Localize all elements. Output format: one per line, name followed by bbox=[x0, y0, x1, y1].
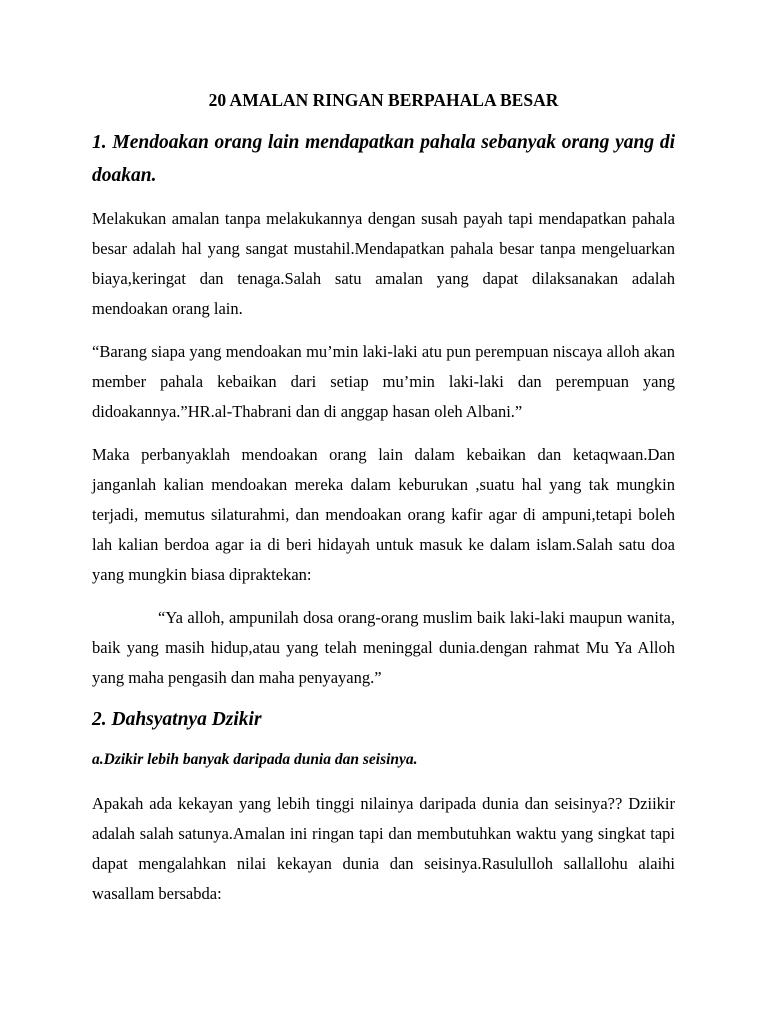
paragraph-hadith: “Barang siapa yang mendoakan mu’min laki-laki atu pun perempuan niscaya alloh akan member pahala kebaikan dari setiap mu’min laki-laki dan perempuan yang didoakannya.”HR.al-Thabrani dan di anggap hasan oleh Albani.” bbox=[92, 342, 675, 421]
section-heading-1: 1. Mendoakan orang lain mendapatkan pahala sebanyak orang yang di doakan. bbox=[92, 132, 675, 186]
section-heading-2: 2. Dahsyatnya Dzikir bbox=[92, 709, 262, 730]
paragraph-dzikir: Apakah ada kekayan yang lebih tinggi nilainya daripada dunia dan seisinya?? Dziikir adalah salah satunya.Amalan ini ringan tapi dan membutuhkan waktu yang singkat tapi dapat mengalahkan nilai kekayan dunia dan seisinya.Rasululloh sallallohu alaihi wasallam bersabda: bbox=[92, 794, 675, 903]
document-title: 20 AMALAN RINGAN BERPAHALA BESAR bbox=[208, 90, 559, 110]
document-page bbox=[92, 88, 675, 922]
prayer-quote: “Ya alloh, ampunilah dosa orang-orang muslim baik laki-laki maupun wanita, baik yang masih hidup,atau yang telah meninggal dunia.dengan rahmat Mu Ya Alloh yang maha pengasih dan maha penyayang.” bbox=[92, 608, 675, 687]
paragraph-advice: Maka perbanyaklah mendoakan orang lain dalam kebaikan dan ketaqwaan.Dan janganlah kalian mendoakan mereka dalam keburukan ,suatu hal yang tak mungkin terjadi, memutus silaturahmi, dan mendoakan orang kafir agar di ampuni,tetapi boleh lah kalian berdoa agar ia di beri hidayah untuk masuk ke dalam islam.Salah satu doa yang mungkin biasa dipraktekan: bbox=[92, 445, 675, 584]
paragraph-intro: Melakukan amalan tanpa melakukannya dengan susah payah tapi mendapatkan pahala besar adalah hal yang sangat mustahil.Mendapatkan pahala besar tanpa mengeluarkan biaya,keringat dan tenaga.Salah satu amalan yang dapat dilaksanakan adalah mendoakan orang lain. bbox=[92, 209, 675, 318]
subheading-a: a.Dzikir lebih banyak daripada dunia dan seisinya. bbox=[92, 751, 418, 768]
